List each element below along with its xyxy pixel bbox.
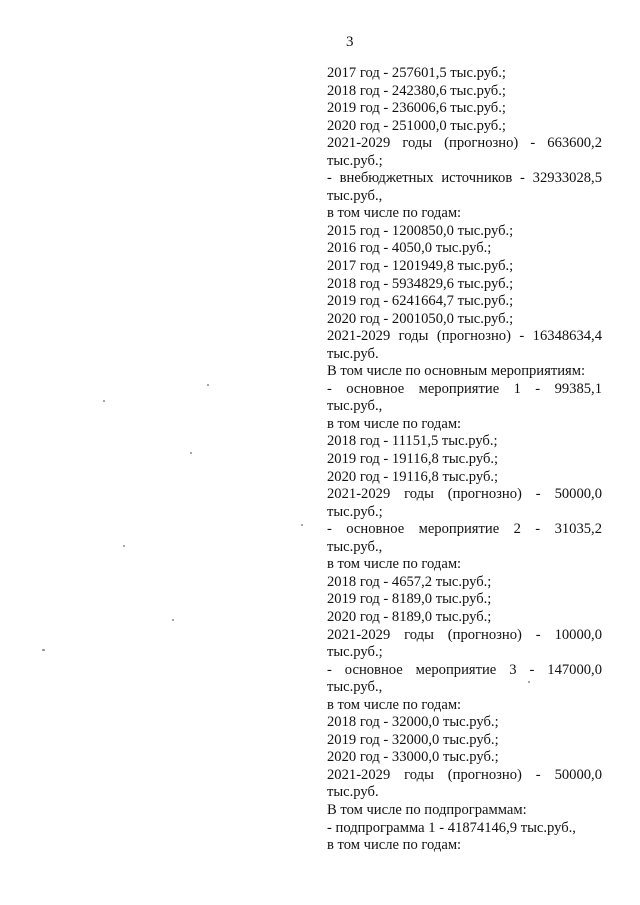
text-line: тыс.руб.,	[327, 187, 383, 204]
text-line: - основное мероприятие 1 - 99385,1	[327, 380, 602, 397]
text-line: 2018 год - 4657,2 тыс.руб.;	[327, 573, 492, 590]
scan-speck	[42, 649, 45, 651]
text-line: в том числе по годам:	[327, 415, 462, 432]
text-line: - подпрограмма 1 - 41874146,9 тыс.руб.,	[327, 819, 576, 836]
text-line: тыс.руб.;	[327, 644, 383, 661]
text-line: В том числе по подпрограммам:	[327, 801, 527, 818]
scan-speck	[301, 524, 303, 526]
text-line: 2019 год - 19116,8 тыс.руб.;	[327, 451, 499, 468]
text-line: тыс.руб.,	[327, 398, 383, 415]
text-line: тыс.руб.;	[327, 503, 383, 520]
text-line: 2021-2029 годы (прогнозно) - 16348634,4	[327, 328, 602, 345]
text-line: в том числе по годам:	[327, 696, 462, 713]
scan-speck	[207, 384, 209, 386]
text-line: тыс.руб.,	[327, 679, 383, 696]
scan-speck	[172, 619, 174, 621]
scan-speck	[528, 681, 530, 683]
text-line: 2016 год - 4050,0 тыс.руб.;	[327, 240, 492, 257]
text-line: тыс.руб.	[327, 784, 379, 801]
text-line: в том числе по годам:	[327, 556, 462, 573]
scan-speck	[103, 400, 105, 402]
text-line: тыс.руб.,	[327, 538, 383, 555]
text-line: - внебюджетных источников - 32933028,5	[327, 170, 602, 187]
text-line: 2020 год - 19116,8 тыс.руб.;	[327, 468, 499, 485]
text-line: 2019 год - 6241664,7 тыс.руб.;	[327, 293, 514, 310]
text-line: 2018 год - 32000,0 тыс.руб.;	[327, 714, 499, 731]
text-line: 2021-2029 годы (прогнозно) - 50000,0	[327, 486, 602, 503]
text-line: 2021-2029 годы (прогнозно) - 50000,0	[327, 766, 602, 783]
text-line: 2020 год - 33000,0 тыс.руб.;	[327, 749, 499, 766]
text-line: в том числе по годам:	[327, 205, 462, 222]
text-line: 2021-2029 годы (прогнозно) - 10000,0	[327, 626, 602, 643]
funding-text-column	[327, 65, 602, 855]
text-line: тыс.руб.	[327, 345, 379, 362]
text-line: 2019 год - 32000,0 тыс.руб.;	[327, 731, 499, 748]
text-line: 2018 год - 5934829,6 тыс.руб.;	[327, 275, 514, 292]
text-line: 2017 год - 1201949,8 тыс.руб.;	[327, 258, 514, 275]
text-line: В том числе по основным мероприятиям:	[327, 363, 586, 380]
text-line: 2021-2029 годы (прогнозно) - 663600,2	[327, 135, 602, 152]
text-line: 2018 год - 11151,5 тыс.руб.;	[327, 433, 498, 450]
text-line: 2020 год - 8189,0 тыс.руб.;	[327, 608, 492, 625]
text-line: 2020 год - 2001050,0 тыс.руб.;	[327, 310, 514, 327]
text-line: - основное мероприятие 3 - 147000,0	[327, 661, 602, 678]
text-line: - основное мероприятие 2 - 31035,2	[327, 521, 602, 538]
page-number: 3	[346, 34, 354, 50]
scan-speck	[123, 545, 125, 547]
text-line: тыс.руб.;	[327, 152, 383, 169]
text-line: в том числе по годам:	[327, 837, 462, 854]
text-line: 2020 год - 251000,0 тыс.руб.;	[327, 117, 506, 134]
text-line: 2018 год - 242380,6 тыс.руб.;	[327, 82, 506, 99]
text-line: 2019 год - 236006,6 тыс.руб.;	[327, 100, 506, 117]
text-line: 2015 год - 1200850,0 тыс.руб.;	[327, 222, 514, 239]
text-line: 2019 год - 8189,0 тыс.руб.;	[327, 591, 492, 608]
text-line: 2017 год - 257601,5 тыс.руб.;	[327, 65, 506, 81]
scan-speck	[190, 452, 192, 454]
